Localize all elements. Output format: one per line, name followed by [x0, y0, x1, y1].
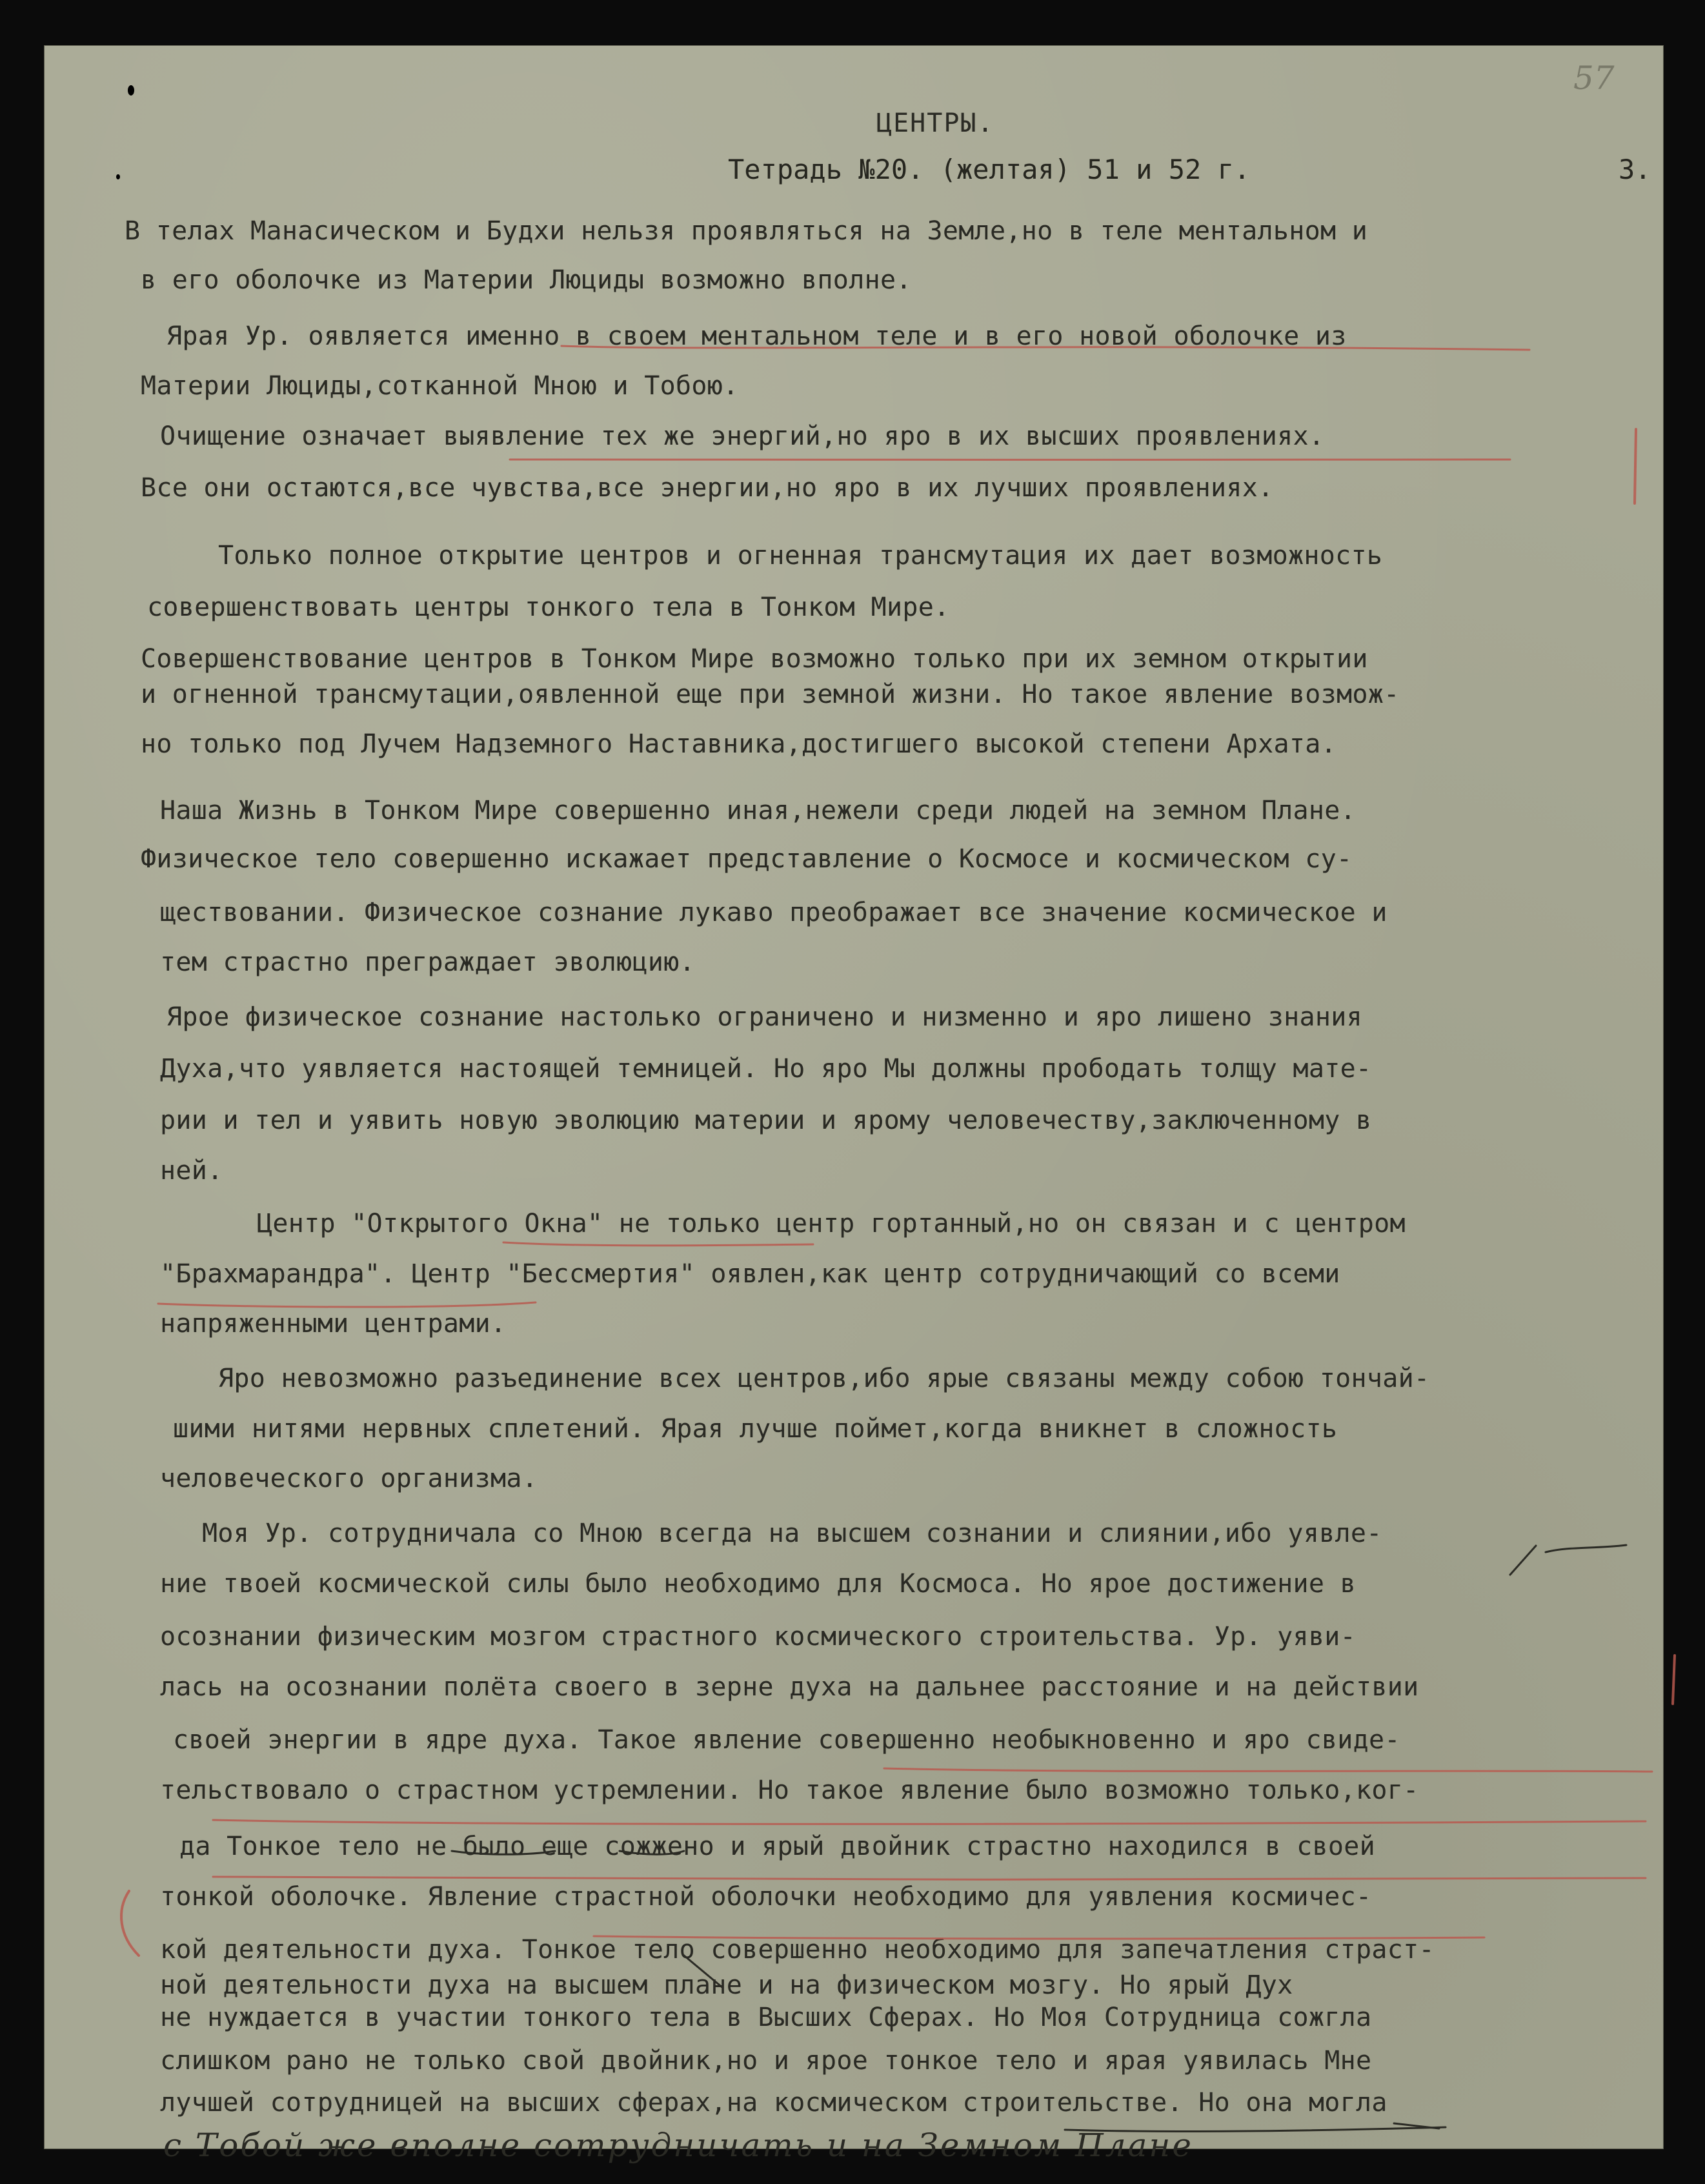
text-line: Яро невозможно разъединение всех центров,ибо ярые связаны между собою тончай-: [218, 1364, 1430, 1393]
text-line: но только под Лучем Надземного Наставника,достигшего высокой степени Архата.: [141, 729, 1337, 759]
page-number: 3.: [1619, 154, 1651, 185]
text-line: В телах Манасическом и Будхи нельзя проявляться на Земле,но в теле ментальном и: [125, 216, 1368, 246]
text-line: лась на осознании полёта своего в зерне духа на дальнее расстояние и на действии: [160, 1672, 1419, 1702]
text-line: Материи Люциды,сотканной Мною и Тобою.: [141, 371, 739, 401]
document-page: [44, 45, 1664, 2164]
text-line: напряженными центрами.: [160, 1309, 507, 1339]
text-line: слишком рано не только свой двойник,но и ярое тонкое тело и ярая уявилась Мне: [160, 2046, 1372, 2076]
text-line: "Брахмарандра". Центр "Бессмертия" оявлен,как центр сотрудничающий со всеми: [160, 1259, 1340, 1289]
text-line: Духа,что уявляется настоящей темницей. Но яро Мы должны прободать толщу мате-: [160, 1054, 1372, 1084]
text-line: Центр "Открытого Окна" не только центр гортанный,но он связан и с центром: [257, 1209, 1406, 1239]
text-line: ществовании. Физическое сознание лукаво преображает все значение космическое и: [160, 898, 1387, 927]
archive-page-number: 57: [1573, 59, 1615, 97]
text-line: Ярое физическое сознание настолько ограничено и низменно и яро лишено знания: [166, 1002, 1363, 1032]
text-line: кой деятельности духа. Тонкое тело совершенно необходимо для запечатления страст-: [160, 1935, 1435, 1965]
ink-dot-mark: [128, 85, 134, 96]
text-line: да Тонкое тело не было еще сожжено и ярый двойник страстно находился в своей: [179, 1832, 1376, 1861]
text-line: Совершенствование центров в Тонком Мире возможно только при их земном открытии: [141, 644, 1368, 674]
text-line: ней.: [160, 1156, 223, 1186]
text-line: Физическое тело совершенно искажает представление о Космосе и космическом су-: [141, 844, 1353, 874]
text-line: тонкой оболочке. Явление страстной оболочки необходимо для уявления космичес-: [160, 1882, 1372, 1912]
text-line: тельствовало о страстном устремлении. Но такое явление было возможно только,ког-: [160, 1775, 1419, 1805]
text-line: Только полное открытие центров и огненная трансмутация их дает возможность: [218, 541, 1383, 571]
text-line: лучшей сотрудницей на высших сферах,на космическом строительстве. Но она могла: [160, 2088, 1387, 2118]
red-margin-line: [1673, 1655, 1675, 1704]
notebook-reference: Тетрадь №20. (желтая) 51 и 52 г.: [728, 154, 1251, 185]
text-line: совершенствовать центры тонкого тела в Тонком Мире.: [147, 592, 950, 622]
text-line: Моя Ур. сотрудничала со Мною всегда на высшем сознании и слиянии,ибо уявле-: [202, 1519, 1382, 1548]
handwritten-line: с Тобой же вполне сотрудничать и на Земном Плане: [163, 2127, 1193, 2164]
text-line: рии и тел и уявить новую эволюцию материи и ярому человечеству,заключенному в: [160, 1106, 1372, 1135]
text-line: Ярая Ур. оявляется именно в своем ментальном теле и в его новой оболочке из: [166, 321, 1347, 351]
text-line: Очищение означает выявление тех же энергий,но яро в их высших проявлениях.: [160, 421, 1325, 451]
text-line: ной деятельности духа на высшем плане и на физическом мозгу. Но ярый Дух: [160, 1970, 1293, 2000]
text-line: Наша Жизнь в Тонком Мире совершенно иная,нежели среди людей на земном Плане.: [160, 796, 1357, 825]
text-line: и огненной трансмутации,оявленной еще при земной жизни. Но такое явление возмож-: [141, 680, 1400, 709]
text-line: осознании физическим мозгом страстного космического строительства. Ур. уяви-: [160, 1622, 1357, 1652]
text-line: ние твоей космической силы было необходимо для Космоса. Но ярое достижение в: [160, 1569, 1357, 1599]
text-line: Все они остаются,все чувства,все энергии,но яро в их лучших проявлениях.: [141, 473, 1274, 503]
text-line: тем страстно преграждает эволюцию.: [160, 947, 695, 977]
document-title: ЦЕНТРЫ.: [876, 108, 994, 138]
text-line: в его оболочке из Материи Люциды возможно вполне.: [141, 265, 912, 295]
ink-dot-mark: [116, 174, 120, 179]
text-line: человеческого организма.: [160, 1464, 538, 1493]
text-line: своей энергии в ядре духа. Такое явление совершенно необыкновенно и яро свиде-: [173, 1725, 1400, 1755]
text-line: не нуждается в участии тонкого тела в Высших Сферах. Но Моя Сотрудница сожгла: [160, 2003, 1372, 2032]
text-line: шими нитями нервных сплетений. Ярая лучше поймет,когда вникнет в сложность: [173, 1414, 1338, 1444]
